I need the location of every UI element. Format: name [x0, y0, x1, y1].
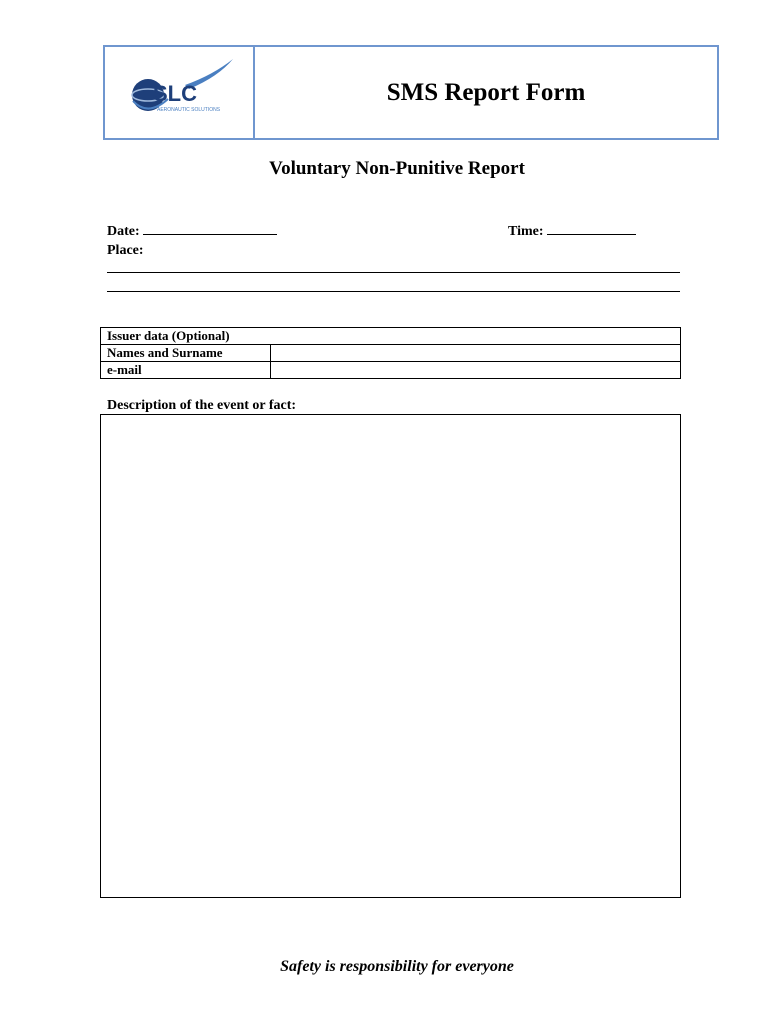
slc-logo — [123, 57, 235, 129]
names-surname-input[interactable] — [271, 345, 681, 362]
report-subtitle: Voluntary Non-Punitive Report — [269, 158, 525, 179]
logo-cell — [105, 47, 255, 138]
place-label: Place: — [107, 243, 144, 258]
names-surname-label: Names and Surname — [101, 345, 271, 362]
issuer-header-row — [101, 328, 681, 345]
email-input[interactable] — [271, 362, 681, 379]
place-line-2[interactable] — [107, 291, 680, 292]
svg-text:SLC: SLC — [153, 81, 197, 106]
email-label: e-mail — [101, 362, 271, 379]
time-label: Time: — [508, 224, 544, 239]
issuer-table — [100, 327, 681, 379]
time-field[interactable] — [508, 224, 636, 240]
footer-slogan: Safety is responsibility for everyone — [280, 958, 514, 975]
table-row — [101, 362, 681, 379]
time-blank[interactable] — [547, 234, 636, 235]
form-title: SMS Report Form — [386, 78, 586, 106]
date-field[interactable] — [107, 224, 277, 240]
description-label: Description of the event or fact: — [107, 398, 297, 413]
header-box — [103, 45, 719, 140]
table-row — [101, 345, 681, 362]
description-textarea[interactable] — [100, 414, 681, 898]
svg-text:AERONAUTIC SOLUTIONS: AERONAUTIC SOLUTIONS — [157, 107, 221, 113]
date-blank[interactable] — [143, 234, 277, 235]
date-label: Date: — [107, 224, 140, 239]
place-line-1[interactable] — [107, 272, 680, 273]
issuer-header: Issuer data (Optional) — [101, 328, 681, 345]
